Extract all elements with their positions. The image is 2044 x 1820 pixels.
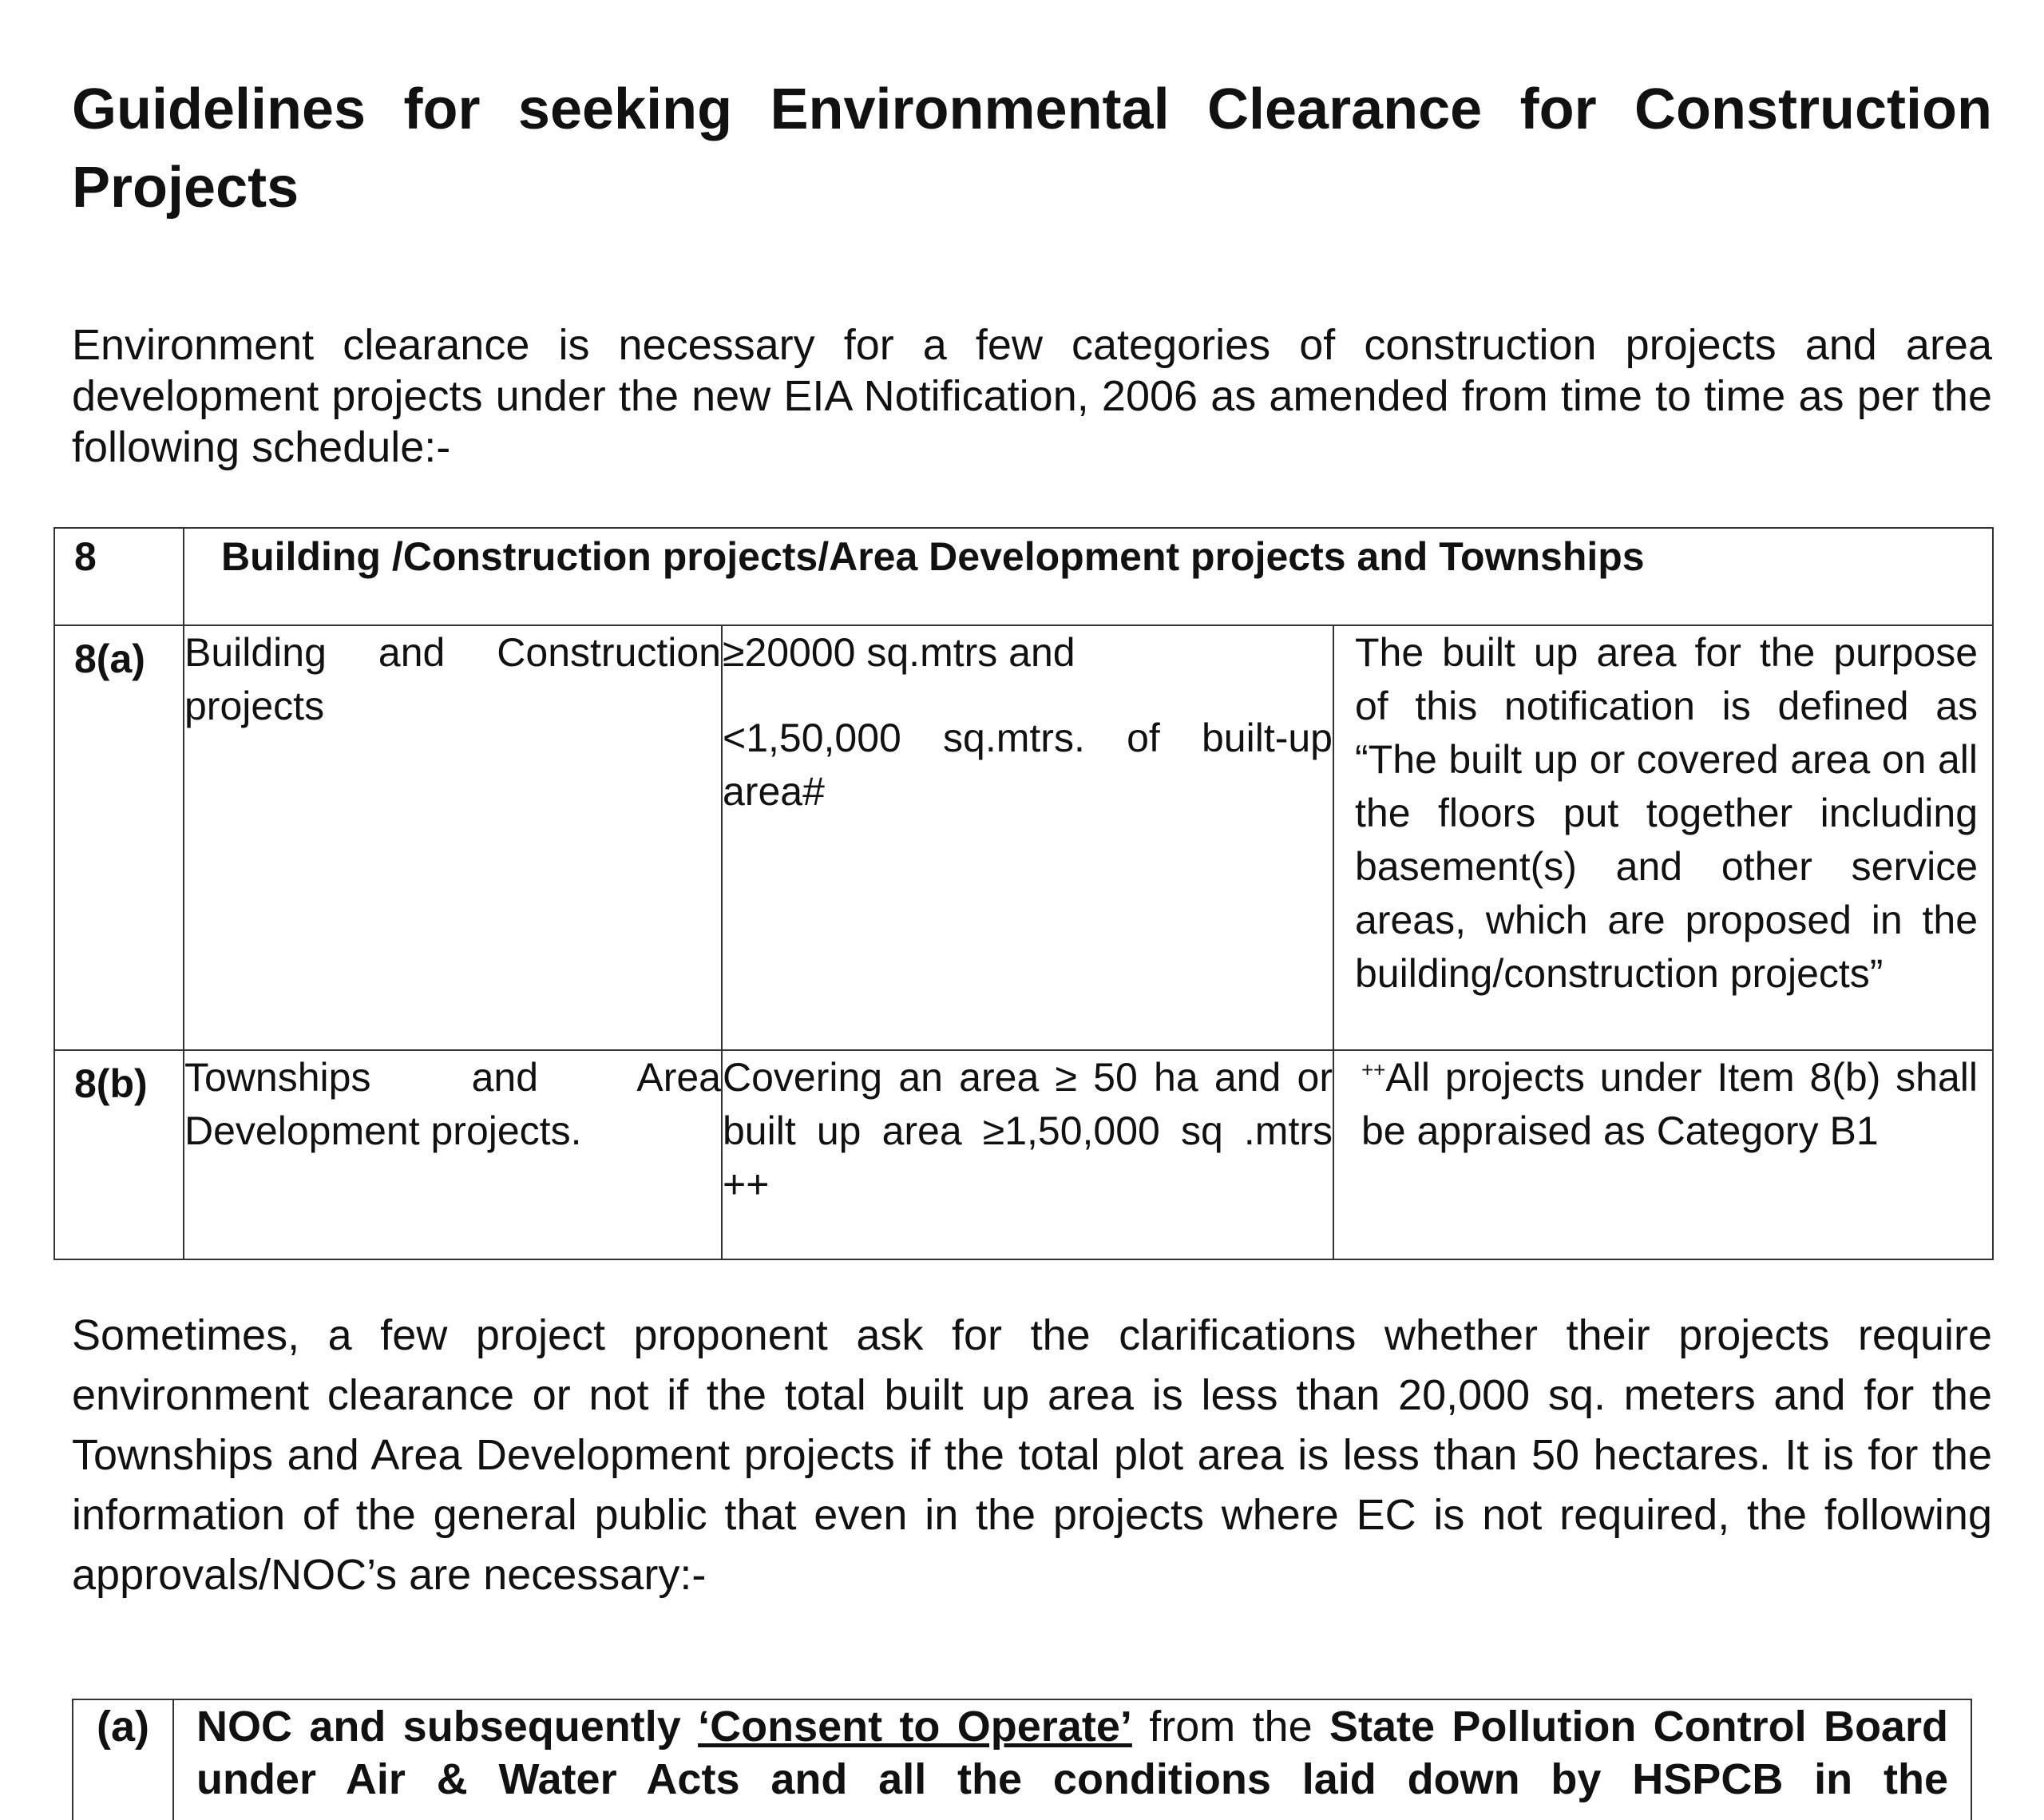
table-row bbox=[54, 1050, 1993, 1259]
row-number: 8(b) bbox=[54, 1050, 184, 1259]
row-number: 8(a) bbox=[54, 625, 184, 1050]
notes-text: All projects under Item 8(b) shall be appraised as Category B1 bbox=[1361, 1055, 1979, 1153]
table-row bbox=[73, 1699, 1971, 1820]
approval-connector-text: from the bbox=[1149, 1703, 1313, 1751]
project-category: Townships and Area Development projects. bbox=[184, 1050, 722, 1259]
clarification-paragraph: Sometimes, a few project proponent ask for the clarifications whether their projects require environment clearance or not if the total built up area is less than 20,000 sq. meters and for the Townships and Area Development projects if the total plot area is less than 50 hectares. It is for the information of the general public that even in the projects where EC is not required, the following approvals/NOC’s are necessary:- bbox=[72, 1311, 1992, 1599]
schedule-table bbox=[53, 527, 1994, 1260]
consent-to-operate-text: ‘Consent to Operate’ bbox=[698, 1703, 1132, 1751]
table-row bbox=[54, 625, 1993, 1050]
intro-paragraph: Environment clearance is necessary for a few categories of construction projects and area development projects under the new EIA Notification, 2006 as amended from time to time as per the following schedule:- bbox=[72, 321, 1992, 471]
schedule-header-title: Building /Construction projects/Area Development projects and Townships bbox=[184, 528, 1993, 625]
schedule-header-row bbox=[54, 528, 1993, 625]
threshold-spacer bbox=[723, 680, 1333, 712]
approval-board-text: State Pollution Control Board under Air & Water Acts and all the conditions laid down by HSPCB in the bbox=[196, 1703, 1948, 1803]
threshold-cell bbox=[722, 625, 1333, 1050]
approval-label: (a) bbox=[73, 1699, 173, 1820]
schedule-header-number: 8 bbox=[54, 528, 184, 625]
threshold-line: <1,50,000 sq.mtrs. of built-up area# bbox=[723, 716, 1333, 814]
approval-noc-text: NOC and subsequently bbox=[196, 1703, 681, 1751]
threshold-cell: Covering an area ≥ 50 ha and or built up area ≥1,50,000 sq .mtrs ++ bbox=[722, 1050, 1333, 1259]
page-title: Guidelines for seeking Environmental Clearance for Construction Projects bbox=[72, 77, 1992, 220]
notes-cell bbox=[1333, 1050, 1993, 1259]
approval-text bbox=[173, 1699, 1971, 1820]
notes-cell: The built up area for the purpose of this notification is defined as “The built up or covered area on all the floors put together including basement(s) and other service areas, which are proposed in the building/construction projects” bbox=[1333, 625, 1993, 1050]
threshold-line: ≥20000 sq.mtrs and bbox=[723, 630, 1075, 675]
approvals-table bbox=[72, 1699, 1972, 1820]
footnote-marker: ++ bbox=[1361, 1057, 1386, 1082]
project-category: Building and Construction projects bbox=[184, 625, 722, 1050]
